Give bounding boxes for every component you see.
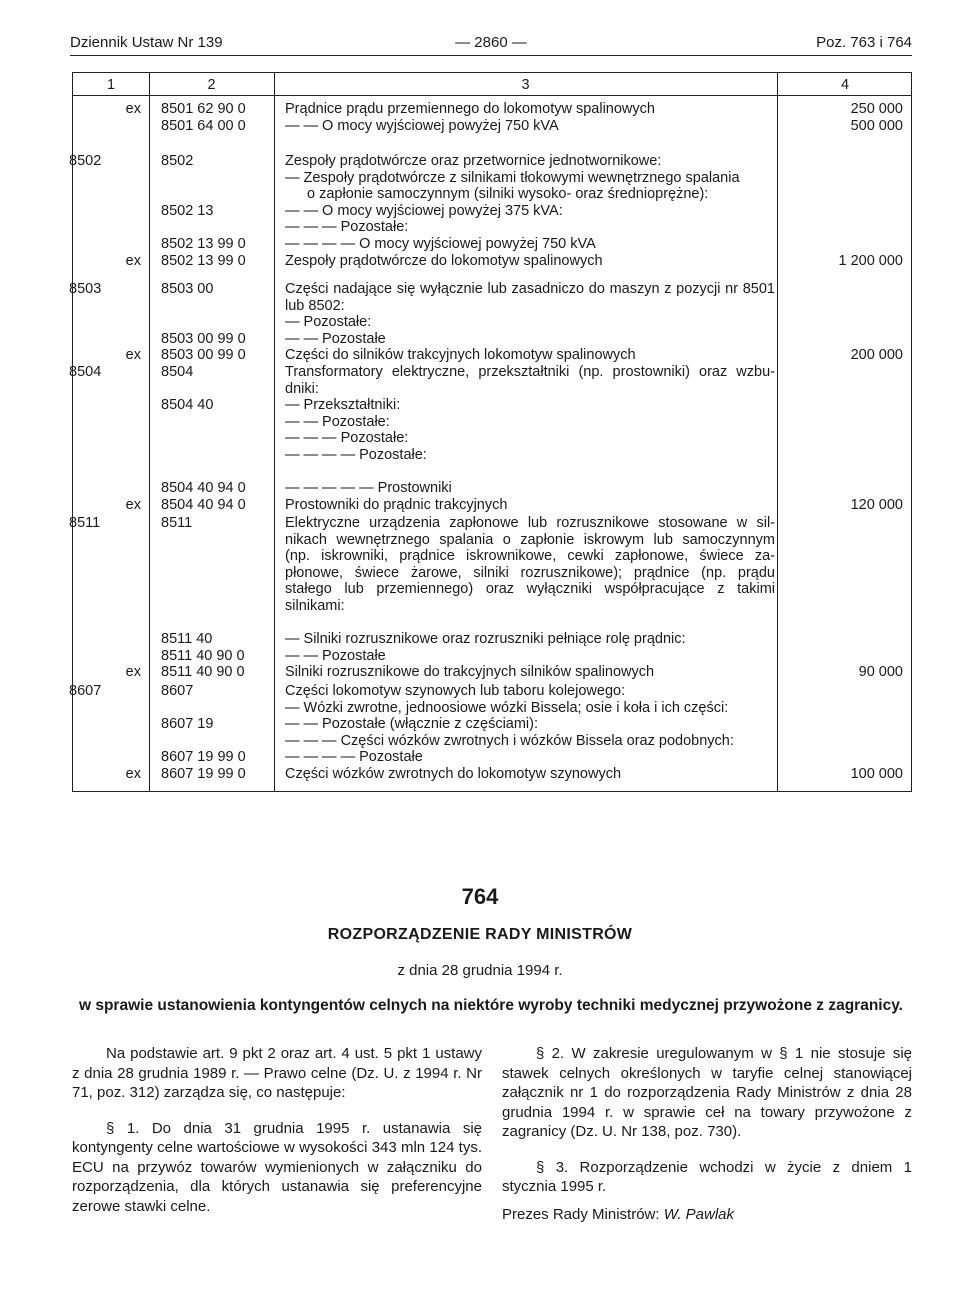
heading-code: 8607 (69, 683, 102, 699)
cn-code-cell (161, 464, 277, 481)
tariff-table (69, 72, 912, 792)
header-rule (70, 55, 912, 56)
regulation-subject: w sprawie ustanowienia kontyngentów celnych na niektóre wyroby techniki medycznej przywożone z zagranicy. (78, 997, 903, 1014)
section-2-paragraph: § 2. W zakresie uregulowanym w § 1 nie stosuje się stawek celnych określonych w taryfie celnej stanowiącej załącznik nr 1 do rozporządzenia Rady Ministrów z dnia 28 grudnia 1994 r. w sprawie ceł na towary przywożone z zagranicy (Dz. U. Nr 138, poz. 730). (502, 1045, 912, 1140)
cn-code-cell: 8607 19 99 0 (161, 766, 246, 782)
heading-cell (69, 364, 149, 381)
cn-code-cell: 8503 00 (161, 281, 214, 297)
cn-code-cell: 8511 40 (161, 631, 213, 648)
quota-value (785, 298, 903, 315)
cn-code-cell: 8607 19 99 0 (161, 749, 246, 766)
description-line: stałego lub przemiennego) oraz wyłączniki współpracujące z takimi (285, 581, 775, 598)
right-column (502, 1044, 912, 1224)
cn-code-cell: 8504 40 94 0 (161, 496, 246, 513)
heading-cell (73, 565, 149, 582)
description-line: — — — Części wózków zwrotnych i wózków Bissela oraz podobnych: (285, 732, 734, 749)
quota-value (785, 170, 903, 187)
column-header: 4 (840, 77, 850, 93)
description-line (285, 464, 775, 481)
column-header: 2 (207, 77, 216, 93)
heading-cell (69, 281, 149, 298)
cn-code-cell: 8607 19 (161, 716, 214, 733)
quota-value (785, 515, 903, 532)
description-line: Zespoły prądotwórcze do lokomotyw spalinowych (285, 252, 603, 269)
ex-marker: ex (125, 347, 141, 364)
description-line: — — — — O mocy wyjściowej powyżej 750 kVA (285, 236, 596, 252)
cn-code-cell (161, 298, 277, 315)
quota-value (785, 381, 903, 398)
quota-value (785, 430, 903, 447)
regulation-number: 764 (461, 884, 499, 909)
heading-cell (73, 447, 149, 464)
description-line: Części wózków zwrotnych do lokomotyw szynowych (285, 766, 622, 782)
page-number: — 2860 — (455, 34, 527, 51)
heading-cell (73, 219, 149, 236)
ex-marker: ex (125, 252, 141, 269)
running-header (70, 34, 912, 56)
description-line: — — — Pozostałe: (285, 430, 409, 447)
heading-cell (73, 253, 149, 270)
column-header: 1 (106, 77, 116, 93)
cn-code-cell: 8607 (161, 683, 194, 699)
heading-cell (73, 331, 149, 348)
cn-code-cell: 8502 13 99 0 (161, 252, 246, 269)
quota-value (785, 186, 903, 203)
heading-cell (73, 414, 149, 431)
cn-code-cell (161, 565, 277, 582)
quota-value (785, 281, 903, 298)
cn-code-cell (161, 381, 277, 398)
description-line: — — — — Pozostałe: (285, 447, 427, 463)
heading-code: 8511 (69, 515, 101, 531)
column-divider (149, 73, 150, 791)
column-header: 3 (521, 77, 530, 93)
description-line: Części do silników trakcyjnych lokomotyw spalinowych (285, 347, 636, 364)
heading-cell (73, 298, 149, 315)
heading-cell (73, 314, 149, 331)
description-line: — Pozostałe: (285, 314, 372, 331)
quota-value: 120 000 (850, 496, 903, 513)
description-line: — — Pozostałe (285, 330, 386, 347)
heading-cell (73, 381, 149, 398)
quota-value (785, 683, 903, 700)
heading-cell (73, 170, 149, 187)
description-line: Prostowniki do prądnic trakcyjnych (285, 496, 508, 513)
quota-value (785, 749, 903, 766)
cn-code-cell: 8504 (161, 364, 194, 380)
cn-code-cell (161, 447, 277, 464)
heading-cell (73, 700, 149, 717)
section-1-paragraph: § 1. Do dnia 31 grudnia 1995 r. ustanawia się kontyngenty celne wartościowe w wysokości 343 mln 124 tys. ECU na przywóz towarów wymienionych w załączniku do rozporządzenia, dla których ustanawia się preferencyjne zerowe stawki celne. (72, 1119, 482, 1215)
cn-code-cell (161, 219, 277, 236)
quota-value (785, 615, 903, 632)
cn-code-cell: 8502 13 (161, 202, 214, 219)
description-line: — — O mocy wyjściowej powyżej 750 kVA (285, 117, 559, 134)
cn-code-cell: 8511 40 90 0 (161, 647, 245, 664)
quota-value (785, 700, 903, 717)
preamble-paragraph: Na podstawie art. 9 pkt 2 oraz art. 4 ust. 5 pkt 1 ustawy z dnia 28 grudnia 1989 r. — Prawo celne (Dz. U. z 1994 r. Nr 71, poz. 312) zarządza się, co następuje: (72, 1045, 482, 1101)
heading-cell (73, 347, 149, 364)
regulation-date: z dnia 28 grudnia 1994 r. (397, 962, 563, 979)
heading-code: 8504 (69, 364, 102, 380)
cn-code-cell: 8503 00 99 0 (161, 330, 246, 347)
cn-code-cell: 8501 64 00 0 (161, 117, 246, 134)
quota-value (785, 314, 903, 331)
heading-cell (73, 581, 149, 598)
quota-value (785, 548, 903, 565)
description-line: Elektryczne urządzenia zapłonowe lub rozrusznikowe stosowane w sil- (285, 515, 775, 531)
heading-cell (73, 548, 149, 565)
heading-code: 8503 (69, 281, 102, 297)
cn-code-cell (161, 186, 277, 203)
ex-marker: ex (125, 766, 141, 782)
signature-name: W. Pawlak (663, 1205, 735, 1223)
cn-code-cell: 8504 40 (161, 397, 214, 414)
quota-value (785, 532, 903, 549)
heading-cell (73, 598, 149, 615)
description-line: Zespoły prądotwórcze oraz przetwornice jednotwornikowe: (285, 153, 662, 169)
cn-code-cell: 8501 62 90 0 (161, 101, 246, 117)
ex-marker: ex (125, 101, 141, 117)
heading-cell (73, 236, 149, 253)
description-line: — Zespoły prądotwórcze z silnikami tłokowymi wewnętrznego spalania (285, 169, 740, 186)
heading-code: 8502 (69, 153, 102, 169)
cn-code-cell: 8504 40 94 0 (161, 480, 246, 497)
heading-cell (73, 464, 149, 481)
heading-cell (73, 615, 149, 632)
description-line (285, 615, 775, 632)
heading-cell (73, 664, 149, 681)
heading-cell (73, 480, 149, 497)
heading-cell (69, 683, 149, 700)
description-line: — — Pozostałe: (285, 413, 390, 430)
left-column (72, 1044, 482, 1216)
description-line: — — Pozostałe (włącznie z częściami): (285, 716, 539, 733)
heading-cell (73, 733, 149, 750)
quota-value (785, 219, 903, 236)
cn-code-cell (161, 700, 277, 717)
cn-code-cell (161, 314, 277, 331)
header-divider (73, 95, 911, 96)
quota-value (785, 565, 903, 582)
description-line: o zapłonie samoczynnym (silniki wysoko- oraz średnioprężne): (307, 186, 709, 203)
quota-value (785, 331, 903, 348)
heading-cell (73, 186, 149, 203)
quota-value (785, 581, 903, 598)
cn-code-cell (161, 532, 277, 549)
quota-value (785, 480, 903, 497)
description-line: Prądnice prądu przemiennego do lokomotyw spalinowych (285, 101, 655, 117)
quota-value (785, 716, 903, 733)
description-line: Silniki rozrusznikowe do trakcyjnych silników spalinowych (285, 664, 655, 681)
description-line: — Wózki zwrotne, jednoosiowe wózki Bissela; osie i koła i ich części: (285, 699, 729, 716)
heading-cell (73, 497, 149, 514)
cn-code-cell (161, 170, 277, 187)
section-3-paragraph: § 3. Rozporządzenie wchodzi w życie z dniem 1 stycznia 1995 r. (502, 1158, 912, 1195)
heading-cell (73, 716, 149, 733)
quota-value (785, 447, 903, 464)
description-line: — — O mocy wyjściowej powyżej 375 kVA: (285, 202, 563, 219)
quota-value (785, 464, 903, 481)
position-ref: Poz. 763 i 764 (816, 34, 912, 51)
signature (502, 1205, 912, 1225)
description-line: — — — — — Prostowniki (285, 480, 452, 497)
quota-value (785, 236, 903, 253)
cn-code-cell (161, 615, 277, 632)
cn-code-cell: 8502 13 99 0 (161, 236, 246, 252)
quota-value: 90 000 (858, 664, 903, 681)
quota-value: 1 200 000 (838, 252, 903, 269)
description-line: — — — Pozostałe: (285, 219, 409, 236)
heading-cell (69, 515, 149, 532)
heading-cell (73, 118, 149, 135)
journal-title: Dziennik Ustaw Nr 139 (70, 34, 223, 51)
description-line: lub 8502: (285, 297, 345, 314)
quota-value (785, 414, 903, 431)
quota-value (785, 153, 903, 170)
quota-value (785, 364, 903, 381)
cn-code-cell (161, 430, 277, 447)
description-line: — — — — Pozostałe (285, 749, 423, 766)
description-line: dniki: (285, 380, 319, 397)
heading-cell (73, 430, 149, 447)
description-line: Części lokomotyw szynowych lub taboru kolejowego: (285, 683, 626, 699)
description-line: — Przekształtniki: (285, 397, 401, 414)
description-line: płonowe, świece żarowe, silniki rozrusznikowe); prądnice (np. prądu (285, 564, 775, 581)
column-divider (777, 73, 778, 791)
cn-code-cell (161, 414, 277, 431)
heading-cell (69, 153, 149, 170)
description-line: silnikami: (285, 598, 345, 614)
quota-value (785, 631, 903, 648)
heading-cell (73, 749, 149, 766)
cn-code-cell (161, 581, 277, 598)
quota-value (785, 598, 903, 615)
heading-cell (73, 631, 149, 648)
heading-cell (73, 397, 149, 414)
description-line: Części nadające się wyłącznie lub zasadniczo do maszyn z pozycji nr 8501 (285, 281, 775, 297)
quota-value: 500 000 (850, 117, 903, 134)
description-line: Transformatory elektryczne, przekształtniki (np. prostowniki) oraz wzbu- (285, 364, 775, 380)
ex-marker: ex (125, 496, 141, 513)
heading-cell (73, 648, 149, 665)
heading-cell (73, 532, 149, 549)
ex-marker: ex (125, 664, 141, 681)
description-line: — — Pozostałe (285, 647, 386, 664)
cn-code-cell: 8503 00 99 0 (161, 347, 246, 364)
signature-prefix: Prezes Rady Ministrów: (502, 1205, 664, 1223)
regulation-title: ROZPORZĄDZENIE RADY MINISTRÓW (327, 926, 633, 943)
quota-value (785, 203, 903, 220)
quota-value: 200 000 (850, 347, 903, 364)
cn-code-cell: 8502 (161, 153, 194, 169)
quota-value: 100 000 (850, 766, 903, 782)
cn-code-cell (161, 598, 277, 615)
description-line: nikach wewnętrznego spalania o zapłonie iskrowym lub samoczynnym (285, 531, 775, 548)
heading-cell (73, 101, 149, 118)
quota-value (785, 648, 903, 665)
quota-value (785, 733, 903, 750)
quota-value (785, 397, 903, 414)
quota-value: 250 000 (850, 101, 903, 117)
cn-code-cell: 8511 (161, 515, 193, 531)
cn-code-cell: 8511 40 90 0 (161, 664, 245, 681)
description-line: — Silniki rozrusznikowe oraz rozruszniki pełniące rolę prądnic: (285, 631, 686, 648)
heading-cell (73, 766, 149, 783)
cn-code-cell (161, 548, 277, 565)
cn-code-cell (161, 733, 277, 750)
heading-cell (73, 203, 149, 220)
description-line: (np. iskrowniki, prądnice iskrownikowe, cewki zapłonowe, świece za- (285, 548, 775, 565)
